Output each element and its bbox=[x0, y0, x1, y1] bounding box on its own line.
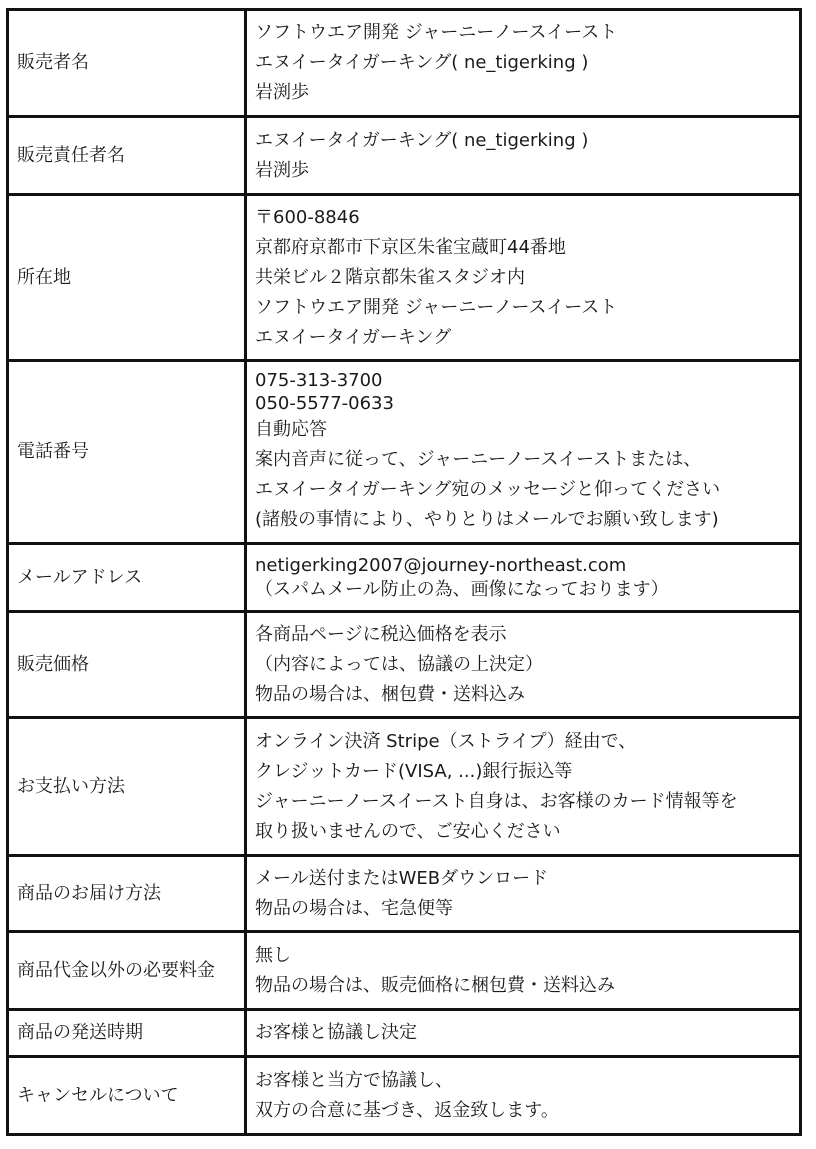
table-row bbox=[8, 932, 801, 1010]
row-value bbox=[246, 195, 801, 361]
value-line: 075-313-3700 bbox=[255, 370, 383, 391]
value-line: 案内音声に従って、ジャーニーノースイーストまたは、 bbox=[255, 449, 702, 470]
value-line: ソフトウエア開発 ジャーニーノースイースト bbox=[255, 296, 618, 318]
value-line: （内容によっては、協議の上決定） bbox=[255, 653, 543, 675]
row-label: 商品のお届け方法 bbox=[8, 856, 246, 932]
value-line: クレジットカード(VISA, ...)銀行振込等 bbox=[255, 760, 573, 782]
value-line: お客様と当方で協議し、 bbox=[255, 1069, 453, 1091]
value-line: 物品の場合は、販売価格に梱包費・送料込み bbox=[255, 974, 615, 996]
value-line: (諸般の事情により、やりとりはメールでお願い致します) bbox=[255, 509, 719, 530]
value-line: エヌイータイガーキング bbox=[255, 326, 452, 348]
value-line: 物品の場合は、宅急便等 bbox=[255, 897, 453, 919]
row-label: メールアドレス bbox=[8, 544, 246, 612]
seller-info-table bbox=[6, 8, 802, 1136]
row-label: 商品の発送時期 bbox=[8, 1010, 246, 1057]
value-line: メール送付またはWEBダウンロード bbox=[255, 867, 549, 889]
row-label: 商品代金以外の必要料金 bbox=[8, 932, 246, 1010]
row-value bbox=[246, 1010, 801, 1057]
row-label: 販売責任者名 bbox=[8, 117, 246, 195]
value-line: 各商品ページに税込価格を表示 bbox=[255, 623, 507, 645]
table-row bbox=[8, 10, 801, 117]
table-row bbox=[8, 361, 801, 544]
value-line: 自動応答 bbox=[255, 419, 327, 440]
table-row bbox=[8, 718, 801, 856]
row-value bbox=[246, 718, 801, 856]
row-label: 所在地 bbox=[8, 195, 246, 361]
value-line: お客様と協議し決定 bbox=[255, 1022, 417, 1043]
row-label: 電話番号 bbox=[8, 361, 246, 544]
row-label: 販売者名 bbox=[8, 10, 246, 117]
row-value bbox=[246, 10, 801, 117]
row-label: キャンセルについて bbox=[8, 1057, 246, 1135]
email-address: netigerking2007@journey-northeast.com bbox=[255, 554, 627, 576]
value-line: 共栄ビル２階京都朱雀スタジオ内 bbox=[255, 266, 525, 288]
table-row bbox=[8, 117, 801, 195]
table-row bbox=[8, 856, 801, 932]
value-line: 岩渕歩 bbox=[255, 82, 309, 103]
table-row bbox=[8, 544, 801, 612]
value-line: ソフトウエア開発 ジャーニーノースイースト bbox=[255, 22, 618, 43]
table-row bbox=[8, 1010, 801, 1057]
value-line: エヌイータイガーキング宛のメッセージと仰ってください bbox=[255, 479, 721, 500]
row-label: お支払い方法 bbox=[8, 718, 246, 856]
value-line: 無し bbox=[255, 944, 291, 966]
row-value bbox=[246, 932, 801, 1010]
value-line: 〒600-8846 bbox=[255, 206, 360, 228]
row-value bbox=[246, 1057, 801, 1135]
table-row bbox=[8, 195, 801, 361]
row-value bbox=[246, 361, 801, 544]
value-line: （スパムメール防止の為、画像になっております） bbox=[255, 578, 669, 600]
value-line: 京都府京都市下京区朱雀宝蔵町44番地 bbox=[255, 236, 566, 258]
value-line: 取り扱いませんので、ご安心ください bbox=[255, 820, 561, 842]
row-value bbox=[246, 612, 801, 718]
value-line: 岩渕歩 bbox=[255, 159, 309, 181]
value-line: 物品の場合は、梱包費・送料込み bbox=[255, 683, 525, 705]
value-line: 050-5577-0633 bbox=[255, 393, 394, 414]
table-row bbox=[8, 1057, 801, 1135]
value-line: オンライン決済 Stripe（ストライプ）経由で、 bbox=[255, 730, 637, 752]
value-line: エヌイータイガーキング( ne_tigerking ) bbox=[255, 129, 589, 151]
row-label: 販売価格 bbox=[8, 612, 246, 718]
row-value bbox=[246, 117, 801, 195]
value-line: エヌイータイガーキング( ne_tigerking ) bbox=[255, 52, 589, 73]
value-line: 双方の合意に基づき、返金致します。 bbox=[255, 1099, 559, 1121]
table-row bbox=[8, 612, 801, 718]
row-value bbox=[246, 856, 801, 932]
row-value bbox=[246, 544, 801, 612]
value-line: ジャーニーノースイースト自身は、お客様のカード情報等を bbox=[255, 790, 738, 812]
